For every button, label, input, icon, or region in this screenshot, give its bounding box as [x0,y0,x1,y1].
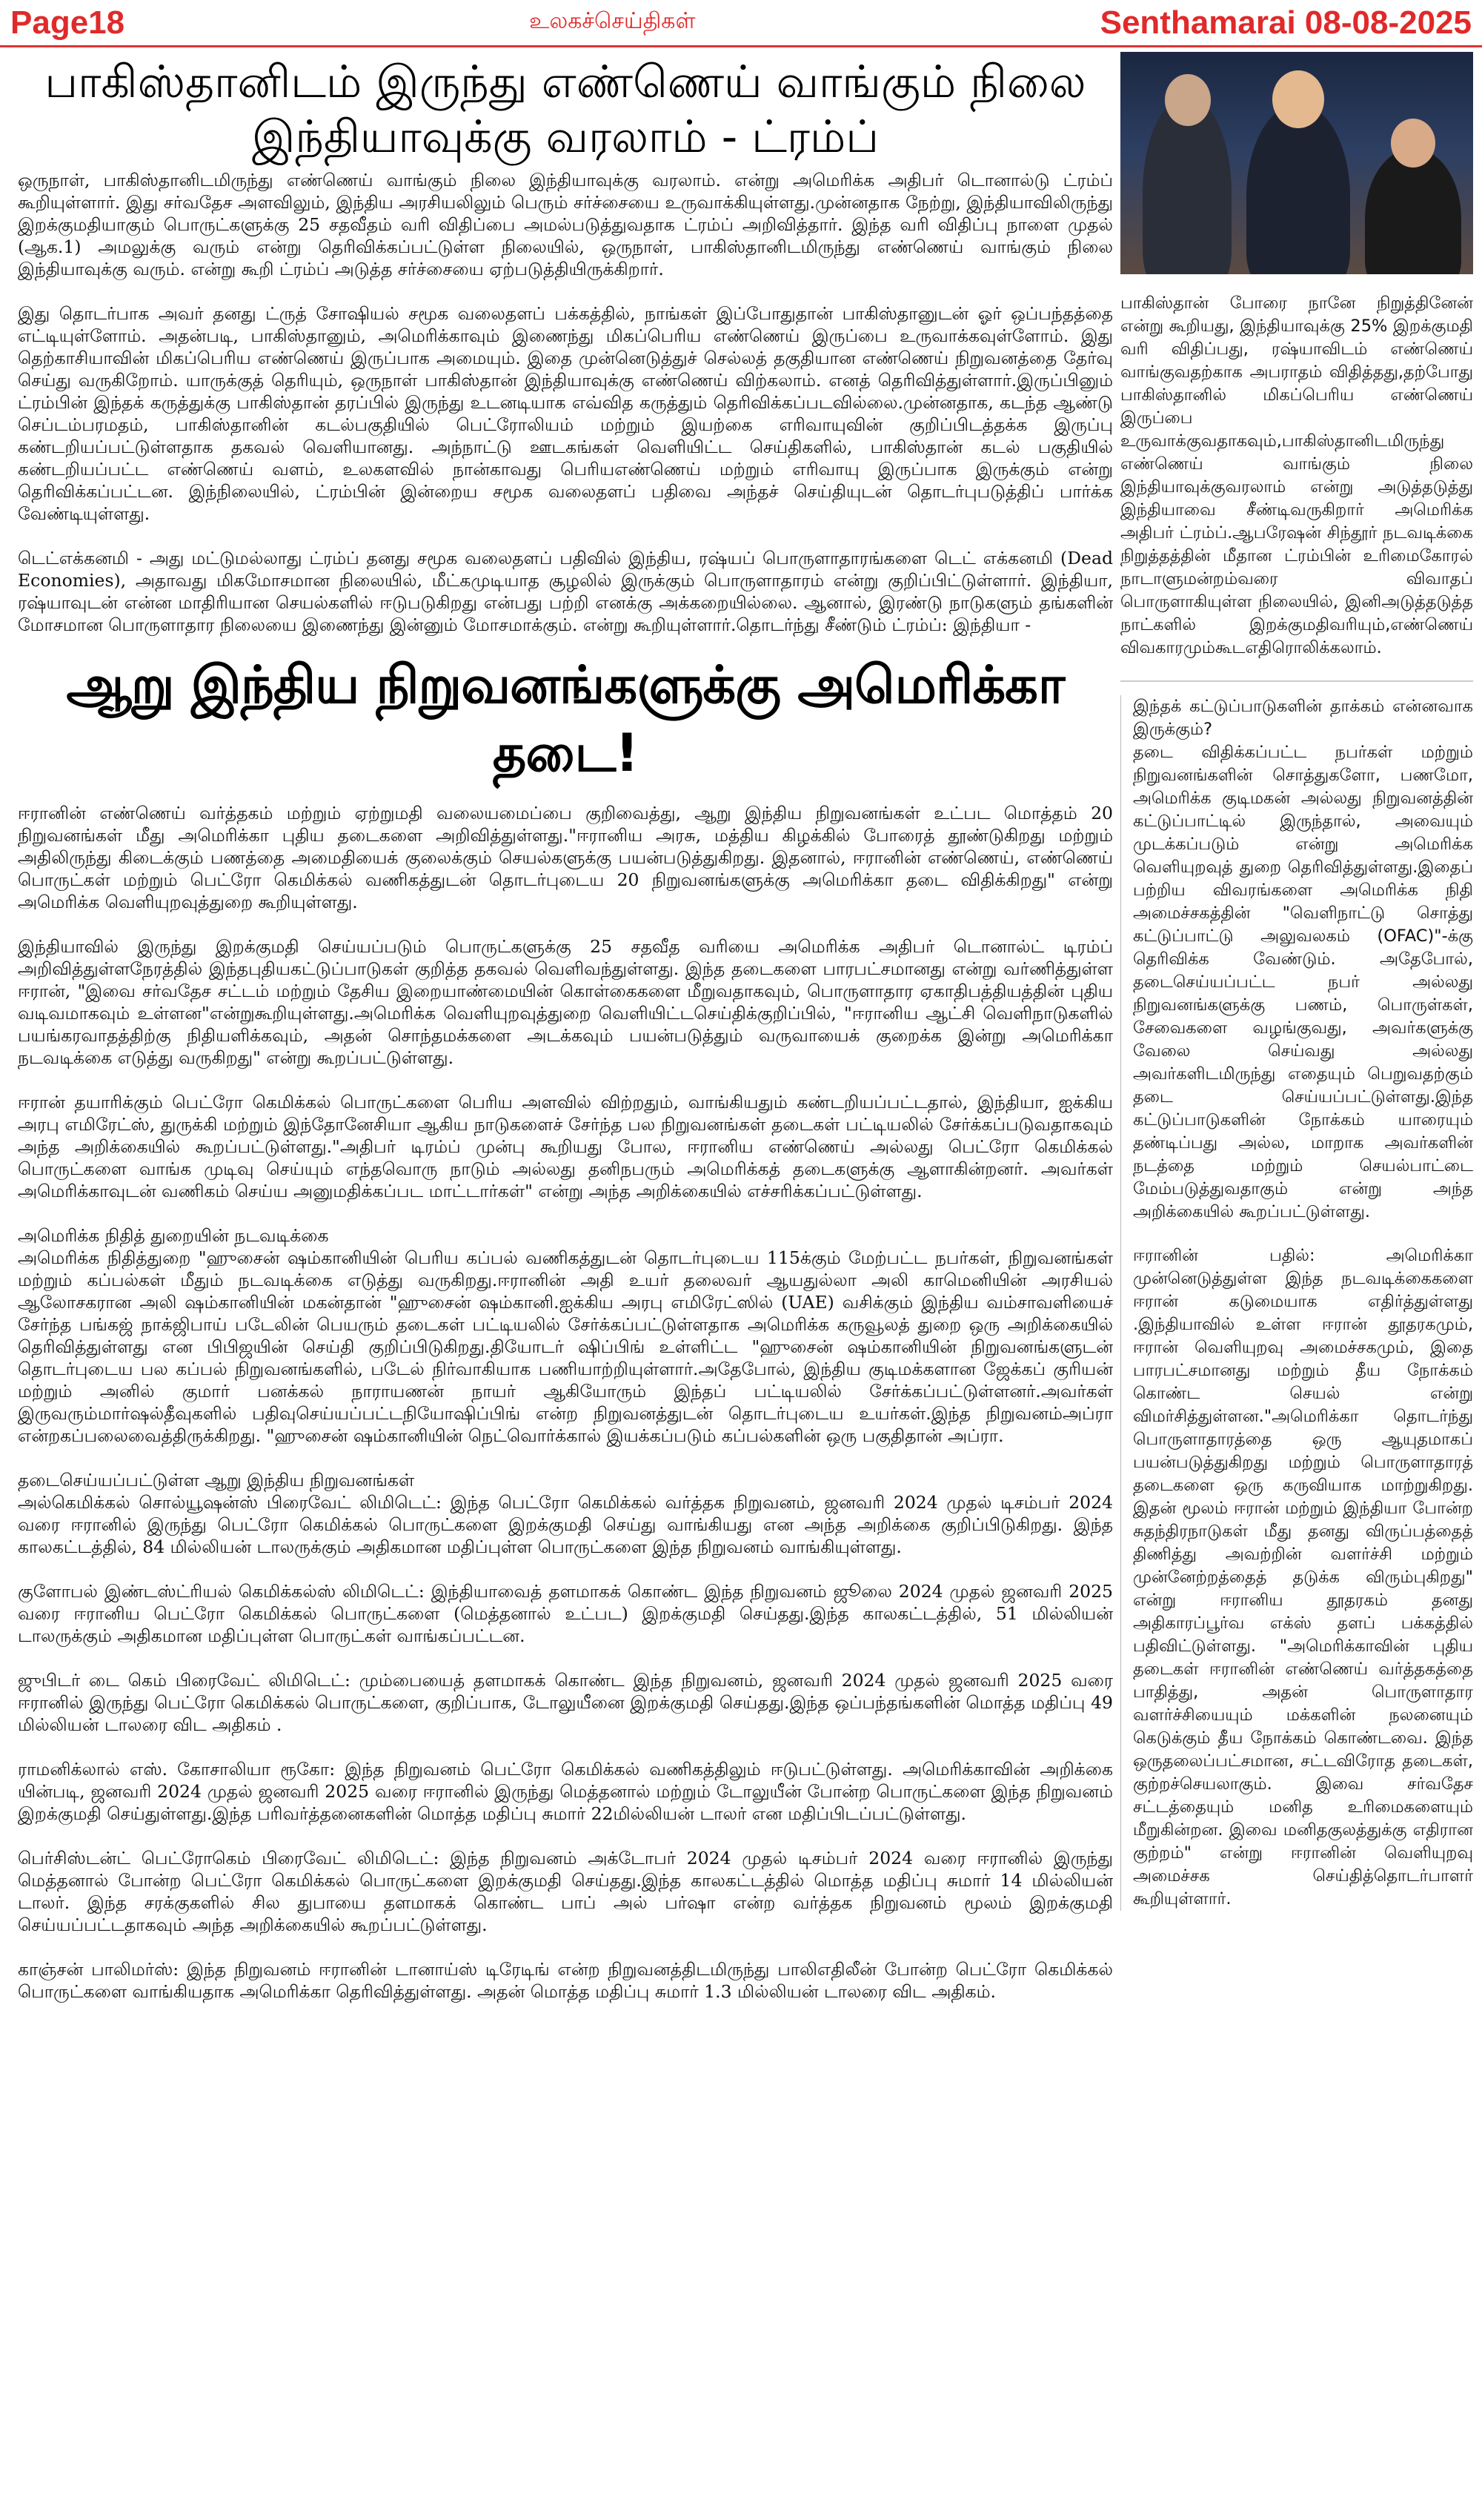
article2-headline: ஆறு இந்திய நிறுவனங்களுக்கு அமெரிக்கா தடை! [66,654,1065,783]
article1-headline: பாகிஸ்தானிடம் இருந்து எண்ணெய் வாங்கும் நிலை இந்தியாவுக்கு வரலாம் - ட்ரம்ப் [44,56,1086,163]
page-header [0,0,1482,47]
article2-paragraph: பெர்சிஸ்டன்ட் பெட்ரோகெம் பிரைவேட் லிமிடெட்: இந்த நிறுவனம் அக்டோபர் 2024 முதல் டிசம்பர் 2024 வரை ஈரானில் இருந்து மெத்தனால் போன்ற பெட்ரோ கெமிக்கல் பொருட்களை இறக்குமதி செய்தது.இந்த காலகட்டத்தில் மொத்த மதிப்பு சுமார் 14 மில்லியன் டாலர். இந்த சரக்குகளில் சில துபாயை தளமாகக் கொண்ட பாப் அல் பர்ஷா என்ற வர்த்தக நிறுவனம் மூலம் இறக்குமதி செய்யப்பட்டதாகவும் அந்த அறிக்கையில் கூறப்பட்டுள்ளது. [18,1848,1113,1935]
main-column [18,52,1113,2513]
article2-paragraph: காஞ்சன் பாலிமர்ஸ்: இந்த நிறுவனம் ஈரானின் டானாய்ஸ் டிரேடிங் என்ற நிறுவனத்திடமிருந்து பாலிஎதிலீன் போன்ற பெட்ரோ கெமிக்கல் பொருட்களை வாங்கியதாக அமெரிக்கா தெரிவித்துள்ளது. அதன் மொத்த மதிப்பு சுமார் 1.3 மில்லியன் டாலரை விட அதிகம். [18,1959,1113,2002]
article2-paragraph: ஈரானின் எண்ணெய் வர்த்தகம் மற்றும் ஏற்றுமதி வலையமைப்பை குறிவைத்து, ஆறு இந்திய நிறுவனங்கள் உட்பட மொத்தம் 20 நிறுவனங்கள் மீது அமெரிக்கா புதிய தடைகளை அறிவித்துள்ளது."ஈரானிய அரசு, மத்திய கிழக்கில் போரைத் தூண்டுகிறது மற்றும் அதிலிருந்து கிடைக்கும் பணத்தை அமைதியைக் குலைக்கும் செயல்களுக்கு பயன்படுத்துகிறது. இதனால், ஈரானின் எண்ணெய், எண்ணெய் பொருட்கள் மற்றும் பெட்ரோ கெமிக்கல் வணிகத்துடன் தொடர்புடைய 20 நிறுவனங்களுக்கு அமெரிக்கா தடை விதிக்கிறது" என்று அமெரிக்க வெளியுறவுத்துறை கூறியுள்ளது. [18,803,1113,912]
article1-paragraph: டெட்எக்கனமி - அது மட்டுமல்லாது ட்ரம்ப் தனது சமூக வலைதளப் பதிவில் இந்திய, ரஷ்யப் பொருளாதாரங்களை டெட் எக்கனமி (Dead Economies), அதாவது மிகமோசமான நிலையில், மீட்கமுடியாத சூழலில் இருக்கும் பொருளாதாரம் என்று குறிப்பிட்டுள்ளார். இந்தியா, ரஷ்யாவுடன் என்ன மாதிரியான செயல்களில் ஈடுபடுகிறது என்பது பற்றி எனக்கு அக்கறையில்லை. ஆனால், இரண்டு நாடுகளும் தங்களின் மோசமான பொருளாதார நிலையை இணைந்து இன்னும் மோசமாக்கும். என்று கூறியுள்ளார்.தொடர்ந்து சீண்டும் ட்ரம்ப்: இந்தியா - [18,548,1113,635]
sidebar-column [1120,52,1473,2513]
photo-face-right [1391,119,1435,168]
section-title: உலகச்செய்திகள் [529,8,696,34]
photo-face-left [1165,74,1211,126]
paper-name-date: Senthamarai 08-08-2025 [1100,4,1472,41]
page-number: Page18 [10,4,125,41]
article2-paragraph: இந்தியாவில் இருந்து இறக்குமதி செய்யப்படும் பொருட்களுக்கு 25 சதவீத வரியை அமெரிக்க அதிபர் டொனால்ட் டிரம்ப் அறிவித்துள்ளநேரத்தில் இந்தபுதியகட்டுப்பாடுகள் குறித்த தகவல் வெளிவந்துள்ளது. இந்த தடைகளை பாரபட்சமானது என்று வர்ணித்துள்ள ஈரான், "இவை சர்வதேச சட்டம் மற்றும் தேசிய இறையாண்மையின் கொள்கைகளை மீறுவதாகவும், பொருளாதார ஏகாதிபத்தியத்தின் புதிய வடிவமாகவும் உள்ளன"என்றுகூறியுள்ளது.அமெரிக்க வெளியுறவுத்துறை வெளியிட்டசெய்திக்குறிப்பில், "ஈரானிய ஆட்சி வெளிநாடுகளில் பயங்கரவாதத்திற்கு நிதியளிக்கவும், அதன் சொந்தமக்களை அடக்கவும் பயன்படுத்தும் வருவாயைக் குறைக்க இன்று அமெரிக்கா நடவடிக்கை எடுத்து வருகிறது" என்று கூறப்பட்டுள்ளது. [18,936,1113,1068]
divider [1120,680,1473,682]
article1-paragraph: இது தொடர்பாக அவர் தனது ட்ருத் சோஷியல் சமூக வலைதளப் பக்கத்தில், நாங்கள் இப்போதுதான் பாகிஸ்தானுடன் ஓர் ஒப்பந்தத்தை எட்டியுள்ளோம். அதன்படி, பாகிஸ்தானும், அமெரிக்காவும் இணைந்து மிகப்பெரிய எண்ணெய் இருப்பை உருவாக்கவுள்ளோம். இது தெற்காசியாவின் மிகப்பெரிய எண்ணெய் இருப்பாக அமையும். இதை முன்னெடுத்துச் செல்லத் தகுதியான எண்ணெய் நிறுவனத்தை தேர்வு செய்து வருகிறோம். யாருக்குத் தெரியும், ஒருநாள் பாகிஸ்தான் இந்தியாவுக்கு எண்ணெய் விற்கலாம். எனத் தெரிவித்துள்ளார்.இருப்பினும் ட்ரம்பின் இந்தக் கருத்துக்கு பாகிஸ்தான் தரப்பில் இருந்து உடனடியாக எவ்வித கருத்தும் தெரிவிக்கப்படவில்லை.முன்னதாக, கடந்த ஆண்டு செப்டம்பரமதம், பாகிஸ்தானின் கடல்பகுதியில் பெட்ரோலியம் மற்றும் இயற்கை எரிவாயுவின் குறிப்பிடத்தக்க இருப்பு கண்டறியப்பட்டுள்ளதாக தகவல் வெளியானது. அந்நாட்டு ஊடகங்கள் வெளியிட்ட செய்திகளில், பாகிஸ்தான் கடல் பகுதியில் கண்டறியப்பட்ட எண்ணெய் வளம், உலகளவில் நான்காவது பெரியஎண்ணெய் மற்றும் எரிவாயு இருப்பாக இருக்கும் என்று தெரிவிக்கப்பட்டன. இந்நிலையில், ட்ரம்பின் இன்றைய சமூக வலைதளப் பதிவை அந்தச் செய்தியுடன் தொடர்புபடுத்திப் பார்க்க வேண்டியுள்ளது. [18,303,1113,524]
article2-paragraph: தடைசெய்யப்பட்டுள்ள ஆறு இந்திய நிறுவனங்கள் அல்கெமிக்கல் சொல்யூஷன்ஸ் பிரைவேட் லிமிடெட்: இந்த பெட்ரோ கெமிக்கல் வர்த்தக நிறுவனம், ஜனவரி 2024 முதல் டிசம்பர் 2024 வரை ஈரானில் இருந்து பெட்ரோ கெமிக்கல் பொருட்களை இறக்குமதி செய்து வாங்கியது என அந்த அறிக்கை குறிப்பிடுகிறது. இந்த காலகட்டத்தில், 84 மில்லியன் டாலருக்கும் அதிகமான மதிப்புள்ள பொருட்களை இந்த நிறுவனம் வாங்கியுள்ளது. [18,1470,1113,1557]
article2-paragraph: ஜுபிடர் டை கெம் பிரைவேட் லிமிடெட்: மும்பையைத் தளமாகக் கொண்ட இந்த நிறுவனம், ஜனவரி 2024 முதல் ஜனவரி 2025 வரை ஈரானில் இருந்து பெட்ரோ கெமிக்கல் பொருட்களை, குறிப்பாக, டோலுயீனை இறக்குமதி செய்தது.இந்த ஒப்பந்தங்களின் மொத்த மதிப்பு 49 மில்லியன் டாலரை விட அதிகம் . [18,1670,1113,1735]
article1-paragraph: ஒருநாள், பாகிஸ்தானிடமிருந்து எண்ணெய் வாங்கும் நிலை இந்தியாவுக்கு வரலாம். என்று அமெரிக்க அதிபர் டொனால்டு ட்ரம்ப் கூறியுள்ளார். இது சர்வதேச அளவிலும், இந்திய அரசியலிலும் பெரும் சர்ச்சையை உருவாக்கியுள்ளது.முன்னதாக நேற்று, இந்தியாவிலிருந்து இறக்குமதியாகும் பொருட்களுக்கு 25 சதவீதம் வரி விதிப்பை அமல்படுத்துவதாக ட்ரம்ப் அறிவித்தார். இந்த வரி விதிப்பு நாளை முதல் (ஆக.1) அமலுக்கு வரும் என்று தெரிவிக்கப்பட்டுள்ள நிலையில், ஒருநாள், பாகிஸ்தானிடமிருந்து எண்ணெய் வாங்கும் நிலை இந்தியாவுக்கு வரும். என்று கூறி ட்ரம்ப் அடுத்த சர்ச்சையை ஏற்படுத்தியிருக்கிறார். [18,170,1113,279]
article2-paragraph: அமெரிக்க நிதித் துறையின் நடவடிக்கை அமெரிக்க நிதித்துறை "ஹுசைன் ஷம்கானியின் பெரிய கப்பல் வணிகத்துடன் தொடர்புடைய 115க்கும் மேற்பட்ட நபர்கள், நிறுவனங்கள் மற்றும் கப்பல்கள் மீதும் நடவடிக்கை எடுத்து வருகிறது.ஈரானின் அதி உயர் தலைவர் ஆயதுல்லா அலி காமெனியின் அரசியல் ஆலோசகரான அலி ஷம்கானியின் மகன்தான் "ஹுசைன் ஷம்கானி.ஐக்கிய அரபு எமிரேட்ஸில் (UAE) வசிக்கும் இந்திய வம்சாவளியைச் சேர்ந்த பங்கஜ் நாக்ஜிபாய் படேலின் பெயரும் தடைகள் பட்டியலில் சேர்க்கப்பட்டுள்ளதாக அமெரிக்க கருவூலத் துறை ஒரு அறிக்கையில் தெரிவித்துள்ளது என பிபிஜயின் செய்தி குறிப்பிடுகிறது.தியோடர் ஷிப்பிங் உள்ளிட்ட "ஹுசைன் ஷம்கானியின் நிறுவனங்களுடன் தொடர்புடைய பல கப்பல் நிறுவனங்களில், படேல் நிர்வாகியாக பணியாற்றியுள்ளார்.அதேபோல், இந்திய குடிமக்களான ஜேக்கப் குரியன் மற்றும் அனில் குமார் பனக்கல் நாராயணன் நாயர் ஆகியோரும் இந்தப் பட்டியலில் சேர்க்கப்பட்டுள்ளனர்.அவர்கள் இருவரும்மார்ஷல்தீவுகளில் பதிவுசெய்யப்பட்டநியோஷிப்பிங் என்ற நிறுவனத்துடன் தொடர்புடைய உயர்கள்.இந்த நிறுவனம்அப்ரா என்றகப்பலைவைத்திருக்கிறது. "ஹுசைன் ஷம்கானியின் நெட்வொர்க்கால் இயக்கப்படும் கப்பல்களின் ஒரு பகுதிதான் அப்ரா. [18,1225,1113,1446]
article2-paragraph: குளோபல் இண்டஸ்ட்ரியல் கெமிக்கல்ஸ் லிமிடெட்: இந்தியாவைத் தளமாகக் கொண்ட இந்த நிறுவனம் ஜூலை 2024 முதல் ஜனவரி 2025 வரை ஈரானிய பெட்ரோ கெமிக்கல் பொருட்களை (மெத்தனால் உட்பட) இறக்குமதி செய்தது.இந்த காலகட்டத்தில், 51 மில்லியன் டாலருக்கும் அதிகமான மதிப்புள்ள பொருட்கள் வாங்கப்பட்டன. [18,1581,1113,1646]
photo-face-center [1272,70,1324,128]
article2-paragraph: ஈரான் தயாரிக்கும் பெட்ரோ கெமிக்கல் பொருட்களை பெரிய அளவில் விற்றதும், வாங்கியதும் கண்டறியப்பட்டதால், இந்தியா, ஐக்கிய அரபு எமிரேட்ஸ், துருக்கி மற்றும் இந்தோனேசியா ஆகிய நாடுகளைச் சேர்ந்த பல நிறுவனங்கள் தடைகள் பட்டியலில் சேர்க்கப்படுவதாகவும் அந்த அறிக்கையில் கூறப்பட்டுள்ளது."அதிபர் டிரம்ப் முன்பு கூறியது போல, ஈரானிய எண்ணெய் அல்லது பெட்ரோ கெமிக்கல் பொருட்களை வாங்க முடிவு செய்யும் எந்தவொரு நாடும் அல்லது தனிநபரும் அமெரிக்கத் தடைகளுக்கு ஆளாகின்றனர். அவர்கள் அமெரிக்காவுடன் வணிகம் செய்ய அனுமதிக்கப்பட மாட்டார்கள்" என்று அந்த அறிக்கையில் எச்சரிக்கப்பட்டுள்ளது. [18,1092,1113,1201]
article2-paragraph: ராமனிக்லால் எஸ். கோசாலியா ரூகோ: இந்த நிறுவனம் பெட்ரோ கெமிக்கல் வணிகத்திலும் ஈடுபட்டுள்ளது. அமெரிக்காவின் அறிக்கை யின்படி, ஜனவரி 2024 முதல் ஜனவரி 2025 வரை ஈரானில் இருந்து மெத்தனால் மற்றும் டோலுயீன் போன்ற பொருட்களை இந்த நிறுவனம் இறக்குமதி செய்துள்ளது.இந்த பரிவர்த்தனைகளின் மொத்த மதிப்பு சுமார் 22மில்லியன் டாலர் என மதிப்பிடப்பட்டுள்ளது. [18,1759,1113,1824]
sidebar-box [1120,695,1473,1911]
photo-figure-center [1246,104,1350,274]
sidebar-paragraph: பாகிஸ்தான் போரை நானே நிறுத்தினேன் என்று கூறியது, இந்தியாவுக்கு 25% இறக்குமதி வரி விதிப்பது, ரஷ்யாவிடம் எண்ணெய் வாங்குவதற்காக அபராதம் விதித்தது,தற்போது பாகிஸ்தானில் மிகப்பெரிய எண்ணெய் இருப்பை உருவாக்குவதாகவும்,பாகிஸ்தானிடமிருந்து எண்ணெய் வாங்கும் நிலை இந்தியாவுக்குவரலாம் என்று அடுத்தடுத்து இந்தியாவை சீண்டிவருகிறார் அமெரிக்க அதிபர் ட்ரம்ப்.ஆபரேஷன் சிந்தூர் நடவடிக்கை நிறுத்தத்தின் மீதான ட்ரம்பின் உரிமைகோரல் நாடாளுமன்றம்வரை விவாதப் பொருளாகியுள்ள நிலையில், இனிஅடுத்தடுத்த நாட்களில் இறக்குமதிவரியும்,எண்ணெய் விவகாரமும்கூடஎதிரொலிக்கலாம். [1120,294,1473,657]
sidebar-paragraph: ஈரானின் பதில்: அமெரிக்கா முன்னெடுத்துள்ள இந்த நடவடிக்கைகளை ஈரான் கடுமையாக எதிர்த்துள்ளது .இந்தியாவில் உள்ள ஈரான் தூதரகமும், ஈரான் வெளியுறவு அமைச்சகமும், இதை பாரபட்சமானது மற்றும் தீய நோக்கம் கொண்ட செயல் என்று விமர்சித்துள்ளன."அமெரிக்கா தொடர்ந்து பொருளாதாரத்தை ஒரு ஆயுதமாகப் பயன்படுத்துகிறது மற்றும் பொருளாதாரத் தடைகளை ஒரு கருவியாக மாற்றுகிறது. இதன் மூலம் ஈரான் மற்றும் இந்தியா போன்ற சுதந்திரநாடுகள் மீது தனது விருப்பத்தைத் திணித்து அவற்றின் வளர்ச்சி மற்றும் முன்னேற்றத்தைத் தடுக்க விரும்புகிறது" என்று ஈரானிய தூதரகம் தனது அதிகாரப்பூர்வ எக்ஸ் தளப் பக்கத்தில் பதிவிட்டுள்ளது. "அமெரிக்காவின் புதிய தடைகள் ஈரானின் எண்ணெய் வர்த்தகத்தை பாதித்து, அதன் பொருளாதார வளர்ச்சியையும் மக்களின் நலனையும் கெடுக்கும் தீய நோக்கம் கொண்டவை. இந்த ஒருதலைப்பட்சமான, சட்டவிரோத தடைகள், குற்றச்செயலாகும். இவை சர்வதேச சட்டத்தையும் மனித உரிமைகளையும் மீறுகின்றன. இவை மனிதகுலத்துக்கு எதிரான குற்றம்" என்று ஈரானின் வெளியுறவு அமைச்சக செய்தித்தொடர்பாளர் கூறியுள்ளார். [1133,1246,1473,1909]
sidebar-paragraph: இந்தக் கட்டுப்பாடுகளின் தாக்கம் என்னவாக இருக்கும்? தடை விதிக்கப்பட்ட நபர்கள் மற்றும் நிறுவனங்களின் சொத்துகளோ, பணமோ, அமெரிக்க குடிமகன் அல்லது நிறுவனத்தின் கட்டுப்பாட்டில் இருந்தால், அவையும் முடக்கப்படும் என்று அமெரிக்க வெளியுறவுத் துறை தெரிவித்துள்ளது.இதைப் பற்றிய விவரங்களை அமெரிக்க நிதி அமைச்சகத்தின் "வெளிநாட்டு சொத்து கட்டுப்பாட்டு அலுவலகம் (OFAC)"-க்கு தெரிவிக்க வேண்டும். அதேபோல், தடைசெய்யப்பட்ட நபர் அல்லது நிறுவனங்களுக்கு பணம், பொருள்கள், சேவைகளை வழங்குவது, அவர்களுக்கு வேலை செய்வது அல்லது அவர்களிடமிருந்து எதையும் பெறுவதற்கும் தடை செய்யப்பட்டுள்ளது.இந்த கட்டுப்பாடுகளின் நோக்கம் யாரையும் தண்டிப்பது அல்ல, மாறாக அவர்களின் நடத்தை மற்றும் செயல்பாட்டை மேம்படுத்துவதாகும் என்று அந்த அறிக்கையில் கூறப்பட்டுள்ளது. [1133,697,1473,1221]
news-photo [1120,52,1473,274]
